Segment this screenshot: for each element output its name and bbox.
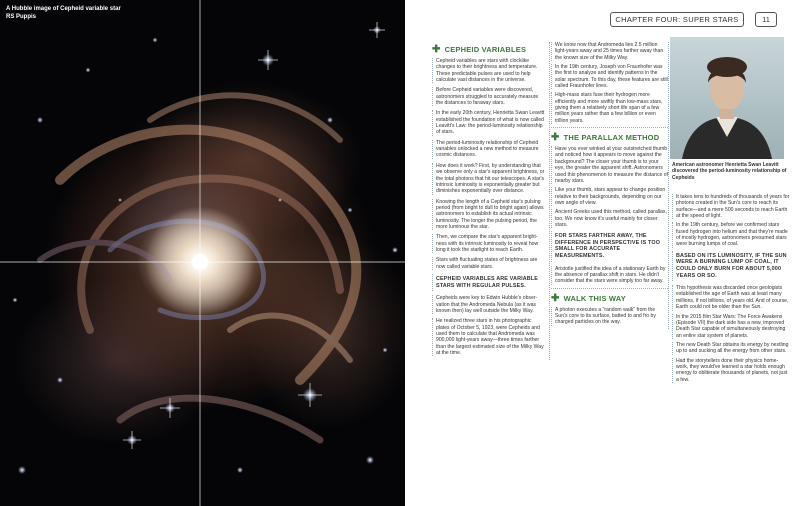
list-item: This hypothesis was discarded once geologists established the age of Earth was at least many millions, if not billions, of years old. And of course, Earth could not be older than the Sun. (672, 285, 790, 310)
text-page (405, 0, 810, 506)
list-item: Knowing the length of a Cepheid star's pulsing period (from bright to dull to bright again) allows astronomers to establish its actual intrinsic luminosity. The longer the pulsing period, the more luminous the star. (432, 199, 545, 231)
list-item: Before Cepheid variables were discovered, astronomers struggled to accurately measure the distances to faraway stars. (432, 87, 545, 106)
page-number: 11 (755, 12, 777, 27)
list-item: Then, we compare the star's apparent bright-ness with its intrinsic luminosity to reveal how long it took the starlight to reach Earth. (432, 234, 545, 253)
section-heading-cepheid: ✚ CEPHEID VARIABLES (432, 44, 527, 55)
list-item: Have you ever winked at your outstretched thumb and noticed how it appears to move against the background? The closer your thumb is to your eye, the greater the apparent shift. Astronomers used this phenomenon to measure the distance of nearby stars. (551, 146, 668, 184)
plus-icon: ✚ (551, 132, 560, 144)
section-heading-walk: ✚ WALK THIS WAY (551, 288, 668, 304)
list-item: In the 19th century, before we confirmed stars fused hydrogen into helium and that they're made of mostly hydrogen, astronomers presumed stars were burning lumps of coal. (672, 222, 790, 247)
portrait-illustration (670, 37, 784, 159)
list-item: The new Death Star obtains its energy by nestling up to and sucking all the energy from other stars. (672, 342, 790, 355)
plus-icon: ✚ (432, 44, 441, 55)
portrait-photo (670, 37, 784, 159)
list-item: In the early 20th century, Henrietta Swan Leavitt established the foundation of what is now called Leavitt's Law: the period-luminosity relationship of stars. (432, 110, 545, 135)
portrait-caption: American astronomer Henrietta Swan Leavitt discovered the period-luminosity relationship of Cepheids (672, 162, 787, 181)
section-heading-parallax: ✚ THE PARALLAX METHOD (551, 127, 668, 143)
column-cepheid-variables (432, 42, 550, 360)
list-item: Cepheids were key to Edwin Hubble's obser-vation that the Andromeda Nebula (as it was known then) lay well outside the Milky Way. (432, 295, 545, 314)
list-item: High-mass stars fuse their hydrogen more efficiently and more swiftly than low-mass stars, giving them a relatively short life span of a few million years rather than a few billion or even trillion years. (551, 92, 668, 124)
list-item: Stars with fluctuating states of brightness are now called variable stars. (432, 257, 545, 270)
callout-text: CEPHEID VARIABLES ARE VARIABLE STARS WITH REGULAR PULSES. (432, 274, 545, 291)
photo-caption: A Hubble image of Cepheid variable star RS Puppis (6, 6, 121, 20)
list-item: Cepheid variables are stars with clocklike changes to their brightness and temperature. These predictable pulses are used to help calculate vast distances in the universe. (432, 58, 545, 83)
chapter-header: CHAPTER FOUR: SUPER STARS (610, 12, 744, 27)
callout-text: FOR STARS FARTHER AWAY, THE DIFFERENCE IN PERSPECTIVE IS TOO SMALL FOR ACCURATE MEASUREMENTS. (551, 231, 668, 261)
list-item: Ancient Greeks used this method, called parallax, too. We now know it's useful mainly for closer stars. (551, 209, 668, 228)
list-item: It takes tens to hundreds of thousands of years for photons created in the Sun's core to reach its surface—and a mere 500 seconds to reach Earth at the speed of light. (672, 194, 790, 219)
column-parallax (551, 42, 669, 329)
list-item: Had the storytellers done their physics home-work, they would've learned a star holds enough energy to obliterate thousands of planets, not just a few. (672, 358, 790, 383)
callout-text: BASED ON ITS LUMINOSITY, IF THE SUN WERE A BURNING LUMP OF COAL, IT COULD ONLY BURN FOR ABOUT 5,000 YEARS OR SO. (672, 251, 790, 281)
plus-icon: ✚ (551, 292, 560, 304)
list-item: In the 2015 film Star Wars: The Force Awakens (Episode VII) the dark side has a new, improved Death Star capable of simultaneously destroying an entire star system of planets. (672, 314, 790, 339)
list-item: Aristotle justified the idea of a stationary Earth by the absence of parallax shift in stars. He didn't consider that the stars were simply too far away. (551, 266, 668, 285)
column-sun-facts (672, 194, 790, 386)
list-item: Like your thumb, stars appear to change position relative to their backgrounds, depending on our own angle of view. (551, 187, 668, 206)
list-item: A photon executes a "random walk" from the Sun's core to its surface, batted to and fro by charged particles on the way. (551, 307, 668, 326)
list-item: How does it work? First, by understanding that we observe only a star's apparent brightness, or the total photons that hit our telescopes. A star's intrinsic luminosity is exponentially greater but diminishes exponentially over distance. (432, 163, 545, 195)
list-item: The period-luminosity relationship of Cepheid variables unlocked a new method to measure cosmic distances. (432, 140, 545, 159)
list-item: He realized three stars in his photographic plates of October 5, 1923, were Cepheids and used them to calculate that Andromeda was 900,000 light-years away—three times farther than the largest estimated size of the Milky Way at the time. (432, 318, 545, 356)
list-item: In the 19th century, Joseph von Fraunhofer was the first to analyze and identify patterns in the solar spectrum. To this day, these features are still called Fraunhofer lines. (551, 64, 668, 89)
list-item: We know now that Andromeda lies 2.5 million light-years away and 25 times farther away than the known size of the Milky Way. (551, 42, 668, 61)
